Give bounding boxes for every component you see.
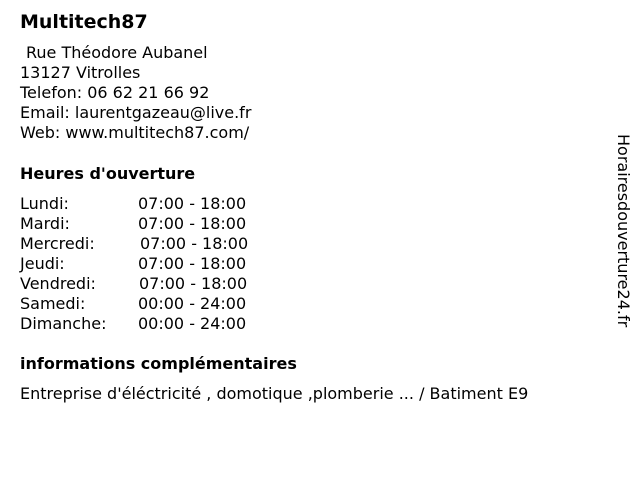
hours-time: 07:00 - 18:00 xyxy=(138,194,247,213)
hours-row-jeudi xyxy=(20,254,280,274)
business-name: Multitech87 xyxy=(20,11,148,33)
site-watermark: Horairesdouverture24.fr xyxy=(614,134,633,328)
city-address: 13127 Vitrolles xyxy=(20,63,141,82)
hours-row-vendredi xyxy=(20,274,280,294)
hours-day-label: Mardi: xyxy=(20,214,70,233)
hours-time: 07:00 - 18:00 xyxy=(138,254,247,273)
email-address: Email: laurentgazeau@live.fr xyxy=(20,103,252,122)
hours-day-label: Lundi: xyxy=(20,194,69,213)
hours-day-label: Vendredi: xyxy=(20,274,96,293)
hours-day-label: Jeudi: xyxy=(20,254,65,273)
business-contact xyxy=(20,43,251,143)
hours-day-label: Mercredi: xyxy=(20,234,95,253)
phone-number: Telefon: 06 62 21 66 92 xyxy=(20,83,210,102)
additional-info-heading: informations complémentaires xyxy=(20,354,297,373)
hours-row-mardi xyxy=(20,214,280,234)
hours-time: 07:00 - 18:00 xyxy=(138,214,247,233)
hours-time: 07:00 - 18:00 xyxy=(139,274,248,293)
hours-row-mercredi xyxy=(20,234,280,254)
hours-day-label: Dimanche: xyxy=(20,314,107,333)
hours-time: 00:00 - 24:00 xyxy=(138,294,247,313)
website: Web: www.multitech87.com/ xyxy=(20,123,250,142)
hours-row-lundi xyxy=(20,194,280,214)
hours-row-samedi xyxy=(20,294,280,314)
street-address: Rue Théodore Aubanel xyxy=(26,43,208,62)
additional-info-text: Entreprise d'éléctricité , domotique ,plomberie ... / Batiment E9 xyxy=(20,384,529,403)
hours-day-label: Samedi: xyxy=(20,294,86,313)
hours-row-dimanche xyxy=(20,314,280,334)
hours-time: 00:00 - 24:00 xyxy=(138,314,247,333)
opening-hours-heading: Heures d'ouverture xyxy=(20,164,196,183)
hours-time: 07:00 - 18:00 xyxy=(140,234,249,253)
opening-hours-table xyxy=(20,194,280,334)
